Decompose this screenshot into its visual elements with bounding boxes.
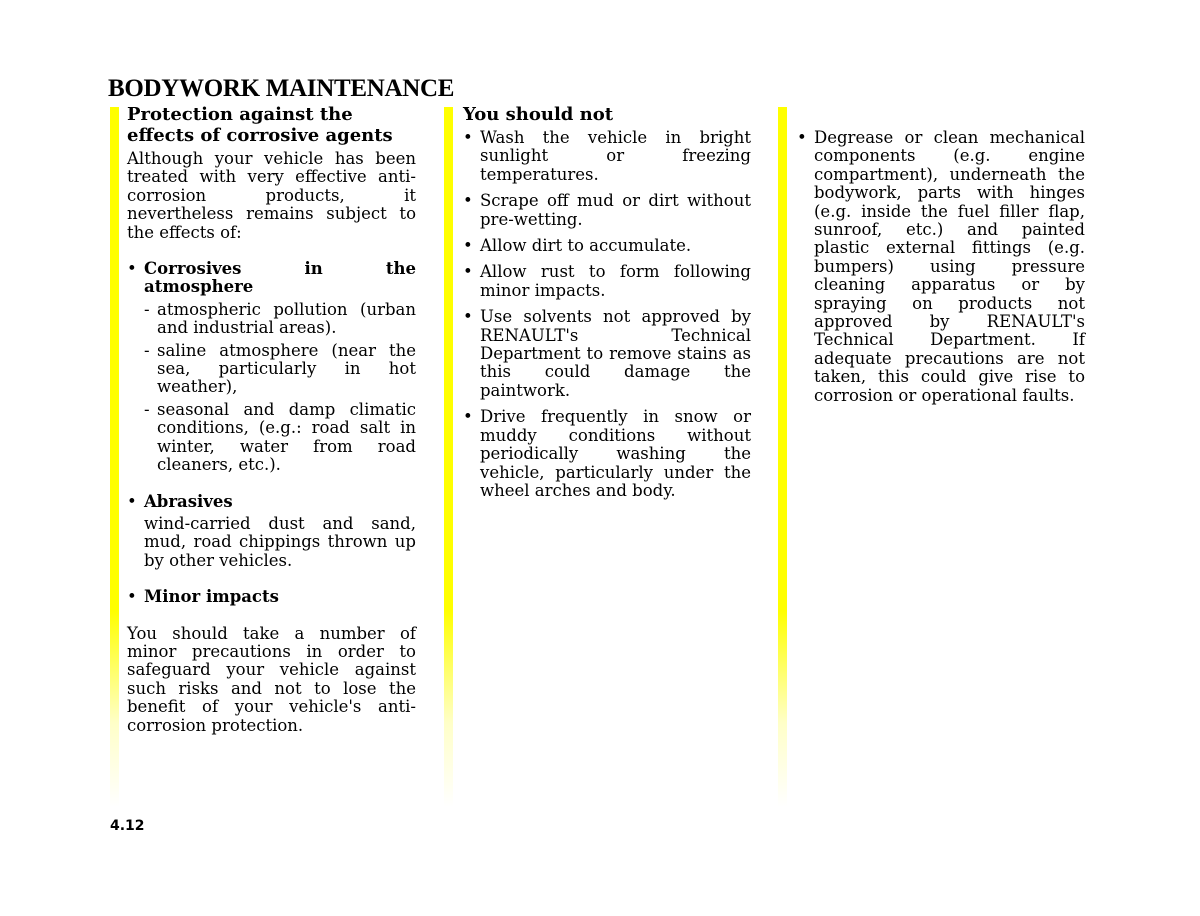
bullet-title-abrasives: Abrasives (144, 491, 233, 511)
bullet-marker: • (463, 236, 473, 256)
list-item (144, 301, 416, 338)
bullet-title-minor-impacts: Minor impacts (144, 587, 279, 607)
bullet-marker: • (463, 128, 473, 147)
list-item-text: atmospheric pollution (urban and industrial areas). (157, 299, 416, 338)
list-item (144, 401, 416, 475)
column-3 (797, 129, 1085, 405)
list-item-text: saline atmosphere (near the sea, particularly in hot weather), (157, 340, 416, 397)
list-item-text: Allow rust to form following minor impacts. (480, 262, 751, 300)
list-item (463, 408, 751, 500)
yellow-margin-bar-1 (110, 107, 119, 807)
section-heading-you-should-not: You should not (463, 104, 614, 125)
closing-paragraph: You should take a number of minor precautions in order to safeguard your vehicle against such risks and not to lose the benefit of your vehicle's anti-corrosion protection. (127, 623, 416, 735)
bullet-minor-impacts (127, 588, 416, 606)
list-item-text: Drive frequently in snow or muddy conditions without periodically washing the vehicle, particularly under the wheel arches and body. (480, 407, 751, 500)
bullet-marker: • (127, 491, 137, 511)
dash-marker: - (144, 299, 150, 319)
list-item (797, 129, 1085, 405)
list-item-text: Scrape off mud or dirt without pre-wetting. (480, 191, 751, 229)
bullet-marker: • (127, 587, 137, 607)
abrasives-text: wind-carried dust and sand, mud, road chippings thrown up by other vehicles. (144, 513, 416, 570)
column-1 (127, 104, 416, 735)
list-item-text: Use solvents not approved by RENAULT's Technical Department to remove stains as this could damage the paintwork. (480, 307, 751, 400)
bullet-marker: • (463, 407, 473, 427)
bullet-marker: • (463, 307, 473, 327)
list-item-text: seasonal and damp climatic conditions, (e.g.: road salt in winter, water from road cleaners, etc.). (157, 399, 416, 475)
dash-marker: - (144, 399, 150, 419)
list-item (463, 129, 751, 184)
list-item (463, 192, 751, 229)
page-title: BODYWORK MAINTENANCE (108, 75, 455, 102)
list-item-text: Wash the vehicle in bright sunlight or freezing temperatures. (480, 128, 751, 184)
intro-paragraph: Although your vehicle has been treated with very effective anti-corrosion products, it nevertheless remains subject to the effects of: (127, 149, 416, 242)
yellow-margin-bar-2 (444, 107, 453, 807)
list-item (463, 308, 751, 400)
bullet-marker: • (463, 262, 473, 282)
bullet-title-corrosives: Corrosives in the atmosphere (144, 259, 416, 297)
bullet-corrosives (127, 260, 416, 474)
page-number: 4.12 (110, 818, 145, 834)
bullet-abrasives (127, 493, 416, 571)
dash-marker: - (144, 340, 150, 360)
list-item-text: Degrease or clean mechanical components (e.g. engine compartment), underneath the bodywork, parts with hinges (e.g. inside the fuel filler flap, sunroof, etc.) and painted plastic external fittings (e.g. bumpers) using pressure cleaning apparatus or by spraying on products not approved by RENAULT's Technical Department. If adequate precautions are not taken, this could give rise to corrosion or operational faults. (814, 128, 1085, 405)
bullet-marker: • (127, 259, 137, 279)
column-2 (463, 104, 751, 500)
bullet-marker: • (463, 191, 473, 211)
bullet-marker: • (797, 128, 807, 147)
list-item (463, 237, 751, 255)
list-item (144, 342, 416, 397)
yellow-margin-bar-3 (778, 107, 787, 807)
section-heading-protection: Protection against the effects of corrosive agents (127, 104, 393, 146)
list-item (463, 263, 751, 300)
list-item-text: Allow dirt to accumulate. (480, 236, 692, 256)
